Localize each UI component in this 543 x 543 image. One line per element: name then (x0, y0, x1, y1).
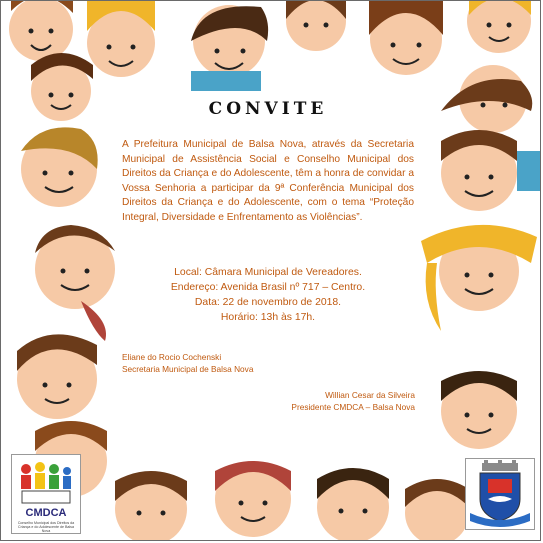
child-face (191, 5, 268, 91)
cmdca-logo-subtext: Conselho Municipal dos Direitos da Criança e do Adolescente de Balsa Nova (17, 521, 75, 534)
event-address: Endereço: Avenida Brasil nº 717 – Centro. (170, 282, 366, 293)
child-face (369, 1, 443, 75)
child-face (35, 225, 115, 341)
signature-left (122, 352, 253, 375)
signature-right-role: Presidente CMDCA – Balsa Nova (291, 401, 415, 412)
event-details (122, 265, 414, 325)
cmdca-logo (11, 454, 81, 534)
invitation-title: CONVITE (208, 99, 328, 119)
signature-left-role: Secretaria Municipal de Balsa Nova (122, 363, 254, 374)
child-face (9, 1, 73, 61)
signature-left-name: Eliane do Rocio Cochenski (122, 352, 222, 362)
child-face (31, 53, 93, 121)
invitation-paragraph: A Prefeitura Municipal de Balsa Nova, através da Secretaria Municipal de Assistência Social e Conselho Municipal dos Direitos da Criança e do Adolescente, têm a honra de convidar a Vossa Senhoria a participar da 9ª Conferência Municipal dos Direitos da Criança e do Adolescente, com o tema “Proteção Integral, Diversidade e Enfrentamento as Violências”. (122, 139, 414, 223)
child-face (441, 130, 541, 211)
child-face (115, 471, 187, 541)
child-face (215, 461, 291, 537)
cmdca-logo-text: CMDCA (25, 507, 67, 519)
event-time: Horário: 13h às 17h. (220, 312, 316, 323)
balsa-nova-coat-of-arms (465, 458, 535, 530)
signature-right (283, 390, 415, 413)
event-location: Local: Câmara Municipal de Vereadores. (174, 267, 362, 278)
child-face (441, 371, 517, 449)
child-face (87, 1, 155, 77)
coat-of-arms-icon (466, 459, 534, 529)
child-face (17, 334, 97, 419)
event-date: Data: 22 de novembro de 2018. (194, 297, 342, 308)
signature-right-name: Willian Cesar da Silveira (325, 390, 415, 400)
child-face (467, 1, 531, 53)
cmdca-figures-icon (12, 457, 80, 507)
child-face (286, 1, 346, 51)
child-face (21, 127, 98, 207)
child-face (441, 65, 532, 133)
child-face (405, 479, 469, 541)
child-face (421, 225, 537, 331)
child-face (317, 468, 389, 541)
